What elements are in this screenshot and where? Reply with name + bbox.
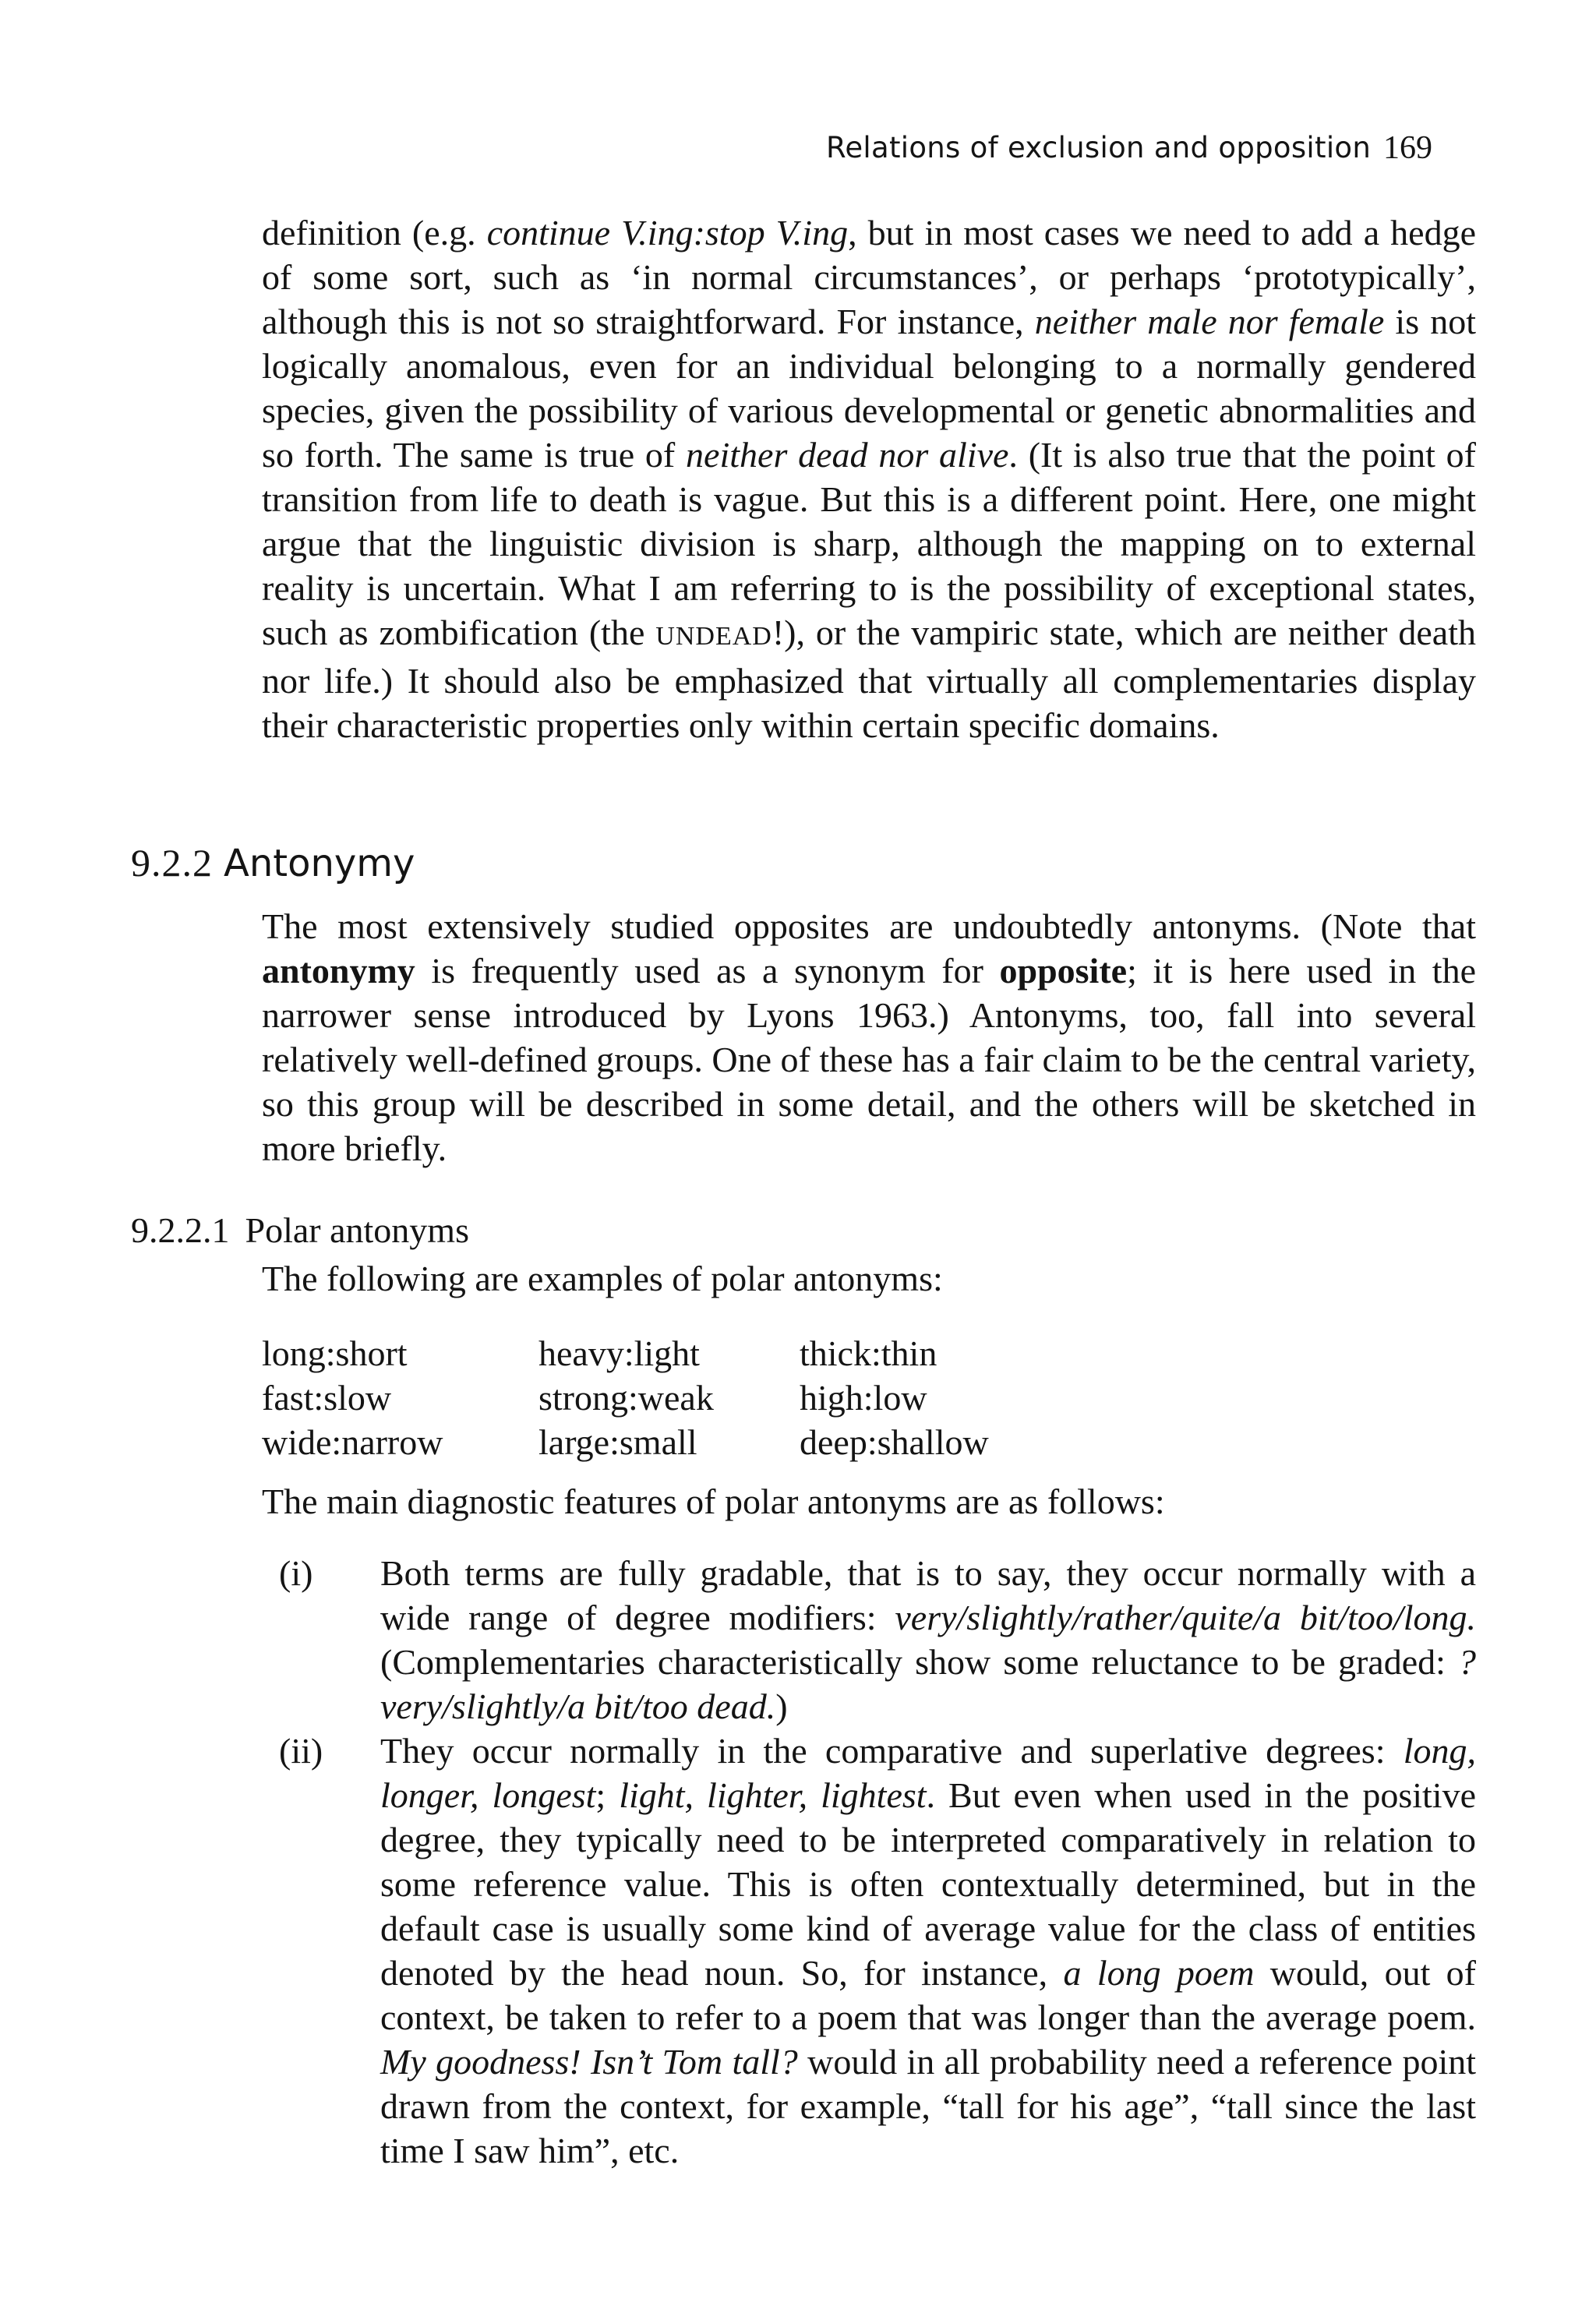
item-label: (i) [279,1553,313,1593]
text-run: , but in most cases we need to add a hedge of some sort, such as ‘in normal circumstances’, or perhaps ‘prototypically’, although this is not so straightforward. For instance, [262,213,1477,341]
bold-term: antonymy [262,951,415,991]
subsection-title: Polar antonyms [245,1210,469,1250]
italic-example: very/slightly/rather/quite/a bit/too/long. [895,1598,1476,1637]
text-run: ) [775,1686,788,1726]
running-head: Relations of exclusion and opposition [826,131,1372,164]
italic-example: a long poem [1063,1953,1255,1993]
bold-term: opposite [999,951,1128,991]
text-run: They occur normally in the comparative and superlative degrees: [380,1731,1404,1771]
antonym-pair: deep:shallow [800,1422,989,1462]
item-text [380,1551,1476,1729]
text-run: is not logically anomalous, even for an individual belonging to a normally gendered species, given the possibility of various developmental or genetic abnormalities and so forth. The same is true of [262,302,1476,475]
small-caps-term: UNDEAD [655,622,772,651]
text-run: would in all probability need a reference point drawn from the context, for example, “tall for his age”, “tall since the last time I saw him”, etc. [380,2042,1477,2170]
item-label: (ii) [279,1731,323,1771]
italic-example: continue V.ing:stop V.ing [486,213,849,253]
text-run: !), or the vampiric state, which are neither death nor life.) It should also be emphasized that virtually all complementaries display their characteristic properties only within certain specific domains. [262,613,1477,745]
italic-example: ?very/slightly/a bit/too dead. [380,1642,1476,1726]
text-run: ; it is here used in the narrower sense introduced by Lyons 1963.) Antonyms, too, fall into several relatively well-defined groups. One of these has a fair claim to be the central variety, so this group will be described in some detail, and the others will be sketched in more briefly. [262,951,1476,1168]
examples-intro: The following are examples of polar antonyms: [262,1259,943,1298]
italic-example: neither dead nor alive [686,435,1009,475]
table-row [262,1376,1041,1420]
features-intro: The main diagnostic features of polar antonyms are as follows: [262,1481,1165,1521]
text-run: . But even when used in the positive degree, they typically need to be interpreted comparatively in relation to some reference value. This is often contextually determined, but in the default case is usually some kind of average value for the class of entities denoted by the head noun. So, for instance, [380,1775,1476,1993]
list-item [279,1551,1476,1729]
section-heading [131,840,415,885]
subsection-number: 9.2.2.1 [131,1210,230,1250]
paragraph-antonymy [262,904,1476,1171]
subsection-heading [131,1210,469,1251]
italic-example: light, lighter, lightest [619,1775,927,1815]
text-run: The most extensively studied opposites are undoubtedly antonyms. (Note that [262,906,1476,946]
antonym-pair: thick:thin [800,1333,937,1373]
antonym-pair: long:short [262,1333,408,1373]
antonym-pair: high:low [800,1378,927,1418]
antonym-pair: heavy:light [538,1333,700,1373]
italic-example: neither male nor female [1034,302,1385,341]
antonym-pair: strong:weak [538,1378,714,1418]
table-row [262,1420,1041,1464]
table-row [262,1331,1041,1376]
paragraph-complementaries [262,210,1476,747]
text-run: (Complementaries characteristically show some reluctance to be graded: [380,1642,1458,1682]
section-title: Antonymy [224,842,415,885]
text-run: . (It is also true that the point of transition from life to death is vague. But this is a different point. Here, one might argue that the linguistic division is sharp, although the mapping on to external reality is uncertain. What I am referring to is the possibility of exceptional states, such as zombification (the [262,435,1476,652]
page-number: 169 [1383,130,1432,166]
text-run: is frequently used as a synonym for [415,951,1000,991]
text-run: ; [595,1775,620,1815]
item-text [380,1729,1476,2173]
antonym-pair: wide:narrow [262,1422,443,1462]
text-run: definition (e.g. [262,213,487,253]
antonym-pairs-table [262,1331,1041,1464]
features-list [279,1551,1476,2173]
italic-example: long, longer, longest [380,1731,1476,1815]
antonym-pair: fast:slow [262,1378,392,1418]
italic-example: My goodness! Isn’t Tom tall? [380,2042,798,2082]
text-run: Both terms are fully gradable, that is to say, they occur normally with a wide range of degree modifiers: [380,1553,1476,1637]
list-item [279,1729,1476,2173]
antonym-pair: large:small [538,1422,697,1462]
section-number: 9.2.2 [131,841,213,885]
text-run: would, out of context, be taken to refer to a poem that was longer than the average poem. [380,1953,1476,2037]
